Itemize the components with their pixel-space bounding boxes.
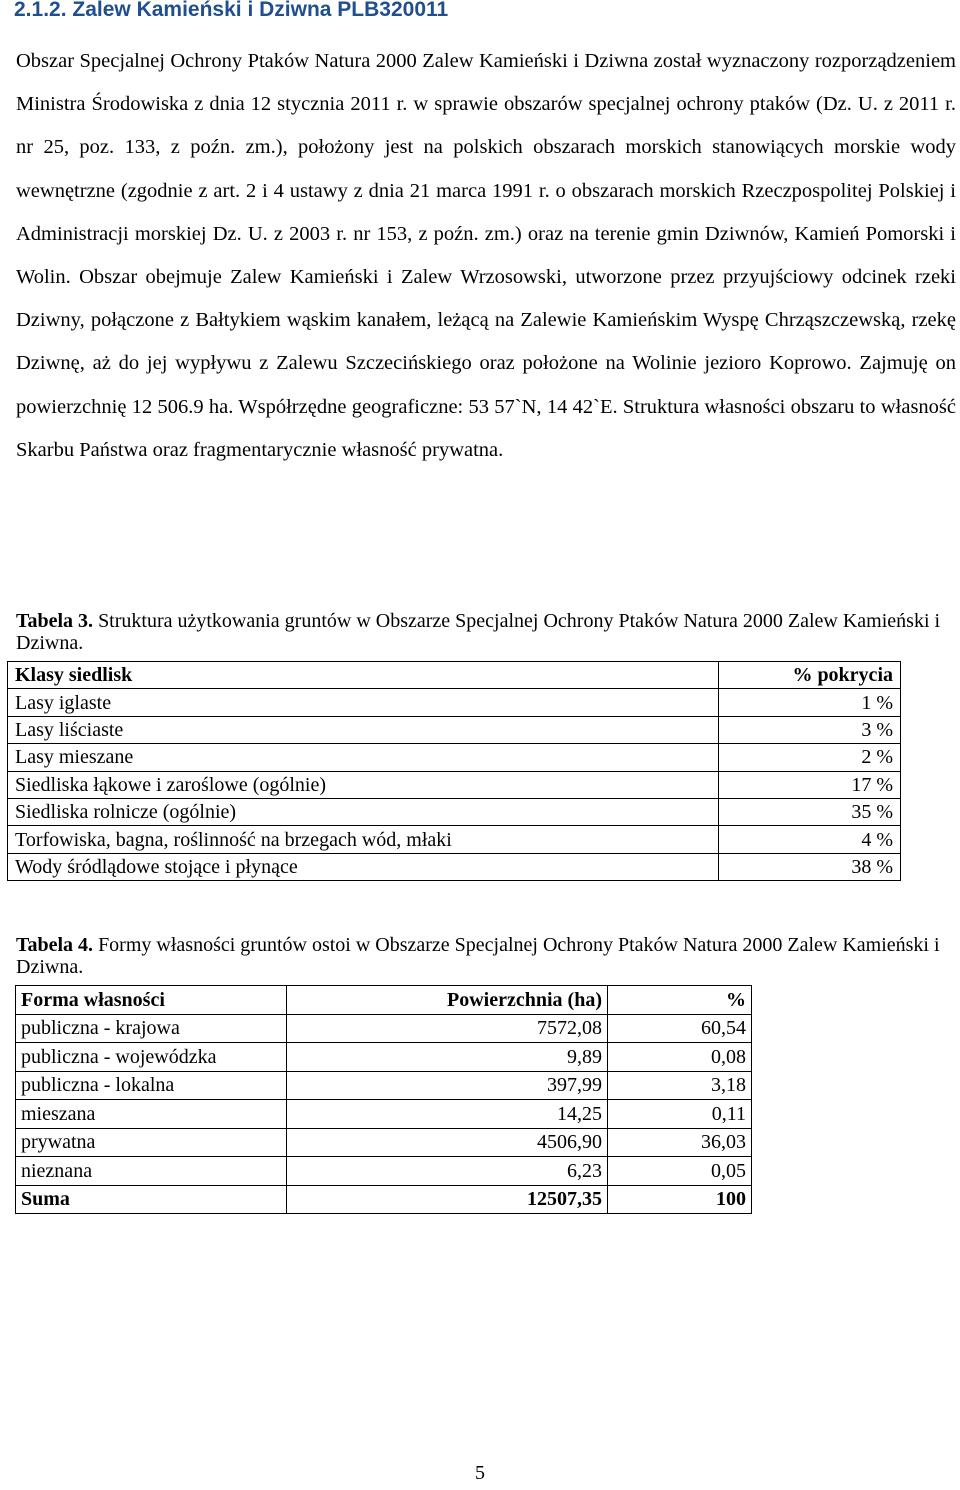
table-row — [16, 1043, 752, 1072]
table-row — [8, 689, 901, 716]
ownership-cell: prywatna — [16, 1128, 287, 1157]
coverage-cell: 3 % — [719, 716, 901, 743]
habitat-cell: Torfowiska, bagna, roślinność na brzegach wód, młaki — [8, 826, 719, 853]
table-row — [8, 744, 901, 771]
page-number: 5 — [475, 1462, 485, 1484]
land-use-table — [7, 661, 901, 881]
area-cell: 9,89 — [287, 1043, 608, 1072]
coverage-cell: 17 % — [719, 771, 901, 798]
coverage-cell: 2 % — [719, 744, 901, 771]
table-row — [16, 1157, 752, 1186]
habitat-cell: Siedliska rolnicze (ogólnie) — [8, 798, 719, 825]
table-row — [8, 798, 901, 825]
area-cell: 7572,08 — [287, 1014, 608, 1043]
ownership-cell: mieszana — [16, 1100, 287, 1129]
coverage-cell: 4 % — [719, 826, 901, 853]
ownership-table — [15, 985, 752, 1214]
sum-percent-cell: 100 — [608, 1185, 752, 1214]
table-row — [16, 1014, 752, 1043]
ownership-cell: publiczna - lokalna — [16, 1071, 287, 1100]
table3-caption-text: Struktura użytkowania gruntów w Obszarze Specjalnej Ochrony Ptaków Natura 2000 Zalew Kamieński i Dziwna. — [16, 610, 941, 654]
percent-cell: 60,54 — [608, 1014, 752, 1043]
percent-cell: 0,08 — [608, 1043, 752, 1072]
table4-caption — [16, 934, 956, 978]
column-header-habitat-class: Klasy siedlisk — [8, 662, 719, 689]
table3-caption-label: Tabela 3. — [16, 610, 94, 632]
percent-cell: 36,03 — [608, 1128, 752, 1157]
table4-caption-label: Tabela 4. — [16, 934, 94, 956]
percent-cell: 0,11 — [608, 1100, 752, 1129]
coverage-cell: 1 % — [719, 689, 901, 716]
coverage-cell: 35 % — [719, 798, 901, 825]
table-header-row — [8, 662, 901, 689]
habitat-cell: Lasy iglaste — [8, 689, 719, 716]
column-header-coverage: % pokrycia — [719, 662, 901, 689]
table-row — [8, 716, 901, 743]
percent-cell: 3,18 — [608, 1071, 752, 1100]
table3-caption — [16, 610, 956, 654]
habitat-cell: Siedliska łąkowe i zaroślowe (ogólnie) — [8, 771, 719, 798]
coverage-cell: 38 % — [719, 853, 901, 880]
table-row — [16, 1071, 752, 1100]
column-header-ownership-form: Forma własności — [16, 986, 287, 1015]
table4-caption-text: Formy własności gruntów ostoi w Obszarze Specjalnej Ochrony Ptaków Natura 2000 Zalew Kamieński i Dziwna. — [16, 934, 940, 978]
area-cell: 6,23 — [287, 1157, 608, 1186]
percent-cell: 0,05 — [608, 1157, 752, 1186]
habitat-cell: Lasy mieszane — [8, 744, 719, 771]
ownership-cell: publiczna - wojewódzka — [16, 1043, 287, 1072]
sum-area-cell: 12507,35 — [287, 1185, 608, 1214]
table-row — [8, 826, 901, 853]
ownership-cell: nieznana — [16, 1157, 287, 1186]
section-heading: 2.1.2. Zalew Kamieński i Dziwna PLB320011 — [14, 0, 449, 21]
table-sum-row — [16, 1185, 752, 1214]
habitat-cell: Wody śródlądowe stojące i płynące — [8, 853, 719, 880]
table-row — [8, 853, 901, 880]
area-cell: 14,25 — [287, 1100, 608, 1129]
habitat-cell: Lasy liściaste — [8, 716, 719, 743]
table-row — [16, 1100, 752, 1129]
column-header-area: Powierzchnia (ha) — [287, 986, 608, 1015]
table-header-row — [16, 986, 752, 1015]
ownership-cell: publiczna - krajowa — [16, 1014, 287, 1043]
column-header-percent: % — [608, 986, 752, 1015]
sum-label-cell: Suma — [16, 1185, 287, 1214]
body-paragraph: Obszar Specjalnej Ochrony Ptaków Natura 2000 Zalew Kamieński i Dziwna został wyznaczony rozporządzeniem Ministra Środowiska z dnia 12 stycznia 2011 r. w sprawie obszarów specjalnej ochrony ptaków (Dz. U. z 2011 r. nr 25, poz. 133, z poźn. zm.), położony jest na polskich obszarach morskich stanowiących morskie wody wewnętrzne (zgodnie z art. 2 i 4 ustawy z dnia 21 marca 1991 r. o obszarach morskich Rzeczpospolitej Polskiej i Administracji morskiej Dz. U. z 2003 r. nr 153, z poźn. zm.) oraz na terenie gmin Dziwnów, Kamień Pomorski i Wolin. Obszar obejmuje Zalew Kamieński i Zalew Wrzosowski, utworzone przez przyujściowy odcinek rzeki Dziwny, połączone z Bałtykiem wąskim kanałem, leżącą na Zalewie Kamieńskim Wyspę Chrząszczewską, rzekę Dziwnę, aż do jej wypływu z Zalewu Szczecińskiego oraz położone na Wolinie jezioro Koprowo. Zajmuję on powierzchnię 12 506.9 ha. Współrzędne geograficzne: 53 57`N, 14 42`E. Struktura własności obszaru to własność Skarbu Państwa oraz fragmentarycznie własność prywatna. — [16, 50, 956, 461]
table-row — [16, 1128, 752, 1157]
table-row — [8, 771, 901, 798]
area-cell: 397,99 — [287, 1071, 608, 1100]
area-cell: 4506,90 — [287, 1128, 608, 1157]
